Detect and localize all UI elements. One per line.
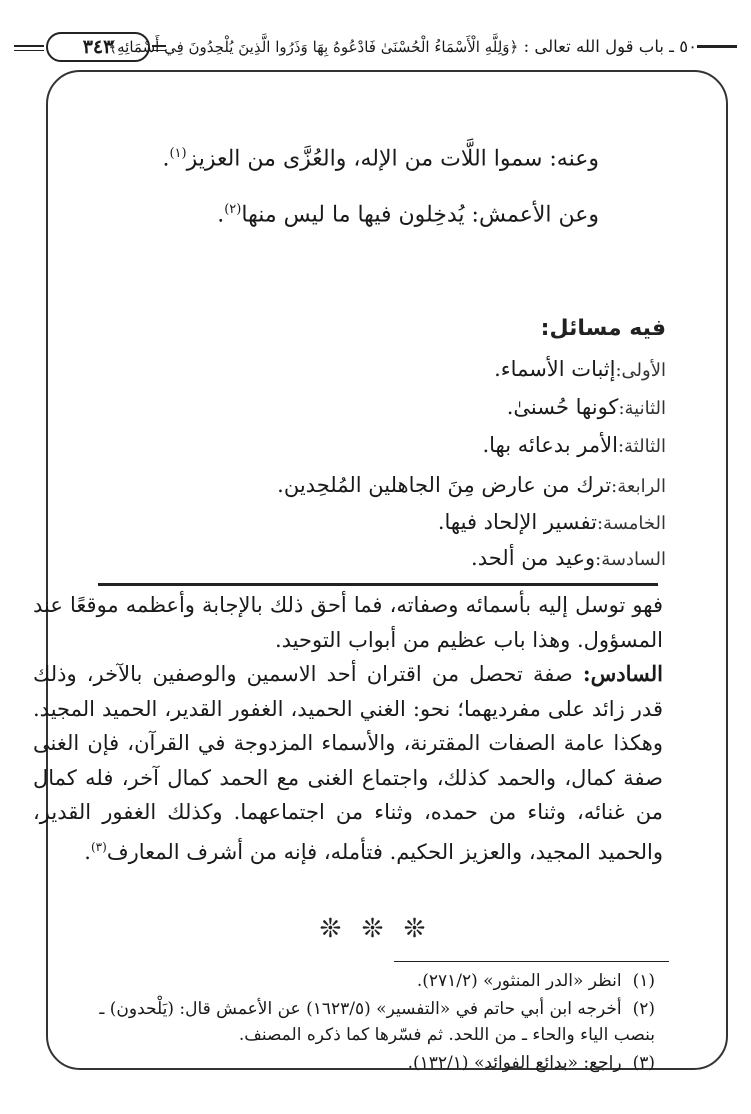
- issue-text: تفسير الإلحاد فيها.: [437, 510, 597, 534]
- issue-text: ترك من عارض مِنَ الجاهلين المُلحِدين.: [277, 473, 612, 497]
- commentary-paragraph-1: فهو توسل إليه بأسمائه وصفاته، فما أحق ذلك بالإجابة وأعظمه موقعًا عند المسؤول. وهذا باب عظيم من أبواب التوحيد.: [33, 593, 663, 652]
- issue-item: [106, 468, 666, 502]
- footnote-1: (١) انظر «الدر المنثور» (٢٧١/٢).: [416, 971, 655, 991]
- chapter-verse: ﴿وَلِلَّهِ الْأَسْمَاءُ الْحُسْنَىٰ فَادْعُوهُ بِهَا وَذَرُوا الَّذِينَ يُلْحِدُونَ فِي أَسْمَائِهِ﴾: [108, 38, 519, 56]
- issue-item: [106, 541, 666, 575]
- footnote-ref-2: (٢): [224, 202, 242, 217]
- issue-text: وعيد من ألحد.: [471, 546, 596, 570]
- issue-item: [106, 428, 666, 462]
- commentary-paragraph-2: السادس: صفة تحصل من اقتران أحد الاسمين والوصفين بالآخر، وذلك قدر زائد على مفرديهما؛ نحو: الغني الحميد، الغفور القدير، الحميد المجيد. وهكذا عامة الصفات المقترنة، والأسماء المزدوجة في القرآن، فإن الغنى صفة كمال، والحمد كذلك، واجتماع الغنى مع الحمد كمال آخر، فله كمال من غنائه، وثناء من حمده، وثناء من اجتماعهما. وكذلك الغفور القدير، والحميد المجيد، والعزيز الحكيم. فتأمله، فإنه من أشرف المعارف$^{(٣)}$.: [33, 661, 663, 864]
- page-number: ٣٤٣: [46, 32, 150, 62]
- issue-text: الأمر بدعائه بها.: [482, 433, 618, 457]
- intro-line-1: وعنه: سموا اللَّات من الإله، والعُزَّى من العزيز$^{(١)}$.: [162, 146, 599, 172]
- issue-label: السادسة:: [595, 549, 666, 570]
- issue-label: الثانية:: [618, 398, 666, 419]
- intro-line-2: وعن الأعمش: يُدخِلون فيها ما ليس منها$^{(٢)}$.: [217, 202, 599, 228]
- section-separator: [98, 583, 658, 586]
- issue-text: كونها حُسنىٰ.: [506, 395, 619, 419]
- issue-label: الرابعة:: [611, 476, 666, 497]
- footnote-ref-1: (١): [169, 146, 187, 161]
- footnote-3: (٣) راجع: «بدائع الفوائد» (١٣٢/١).: [407, 1053, 655, 1073]
- issue-item: [106, 352, 666, 386]
- footnote-rule: [394, 961, 669, 962]
- header-rule-left: [14, 45, 44, 51]
- running-title: [108, 30, 697, 64]
- footnote-2: (٢) أخرجه ابن أبي حاتم في «التفسير» (١٦٢٣/٥) عن الأعمش قال: (يَلْحدون) ـ بنصب الياء والحاء ـ من اللحد. ثم فسّرها كما ذكره المصنف.: [99, 999, 655, 1045]
- issue-label: الخامسة:: [596, 513, 666, 534]
- section-divider-stars: ❊ ❊ ❊: [319, 914, 432, 944]
- chapter-title: ٥٠ ـ باب قول الله تعالى :: [523, 37, 697, 56]
- commentary-label: السادس:: [582, 661, 663, 686]
- issue-label: الأولى:: [615, 360, 666, 381]
- issue-item: [106, 505, 666, 539]
- commentary-block: [33, 588, 663, 869]
- issue-text: إثبات الأسماء.: [494, 357, 616, 381]
- issue-item: [106, 390, 666, 424]
- footnote-ref-3: (٣): [90, 839, 107, 854]
- issues-heading: فيه مسائل:: [540, 316, 666, 341]
- issue-label: الثالثة:: [617, 436, 666, 457]
- header-rule-right: [697, 45, 737, 48]
